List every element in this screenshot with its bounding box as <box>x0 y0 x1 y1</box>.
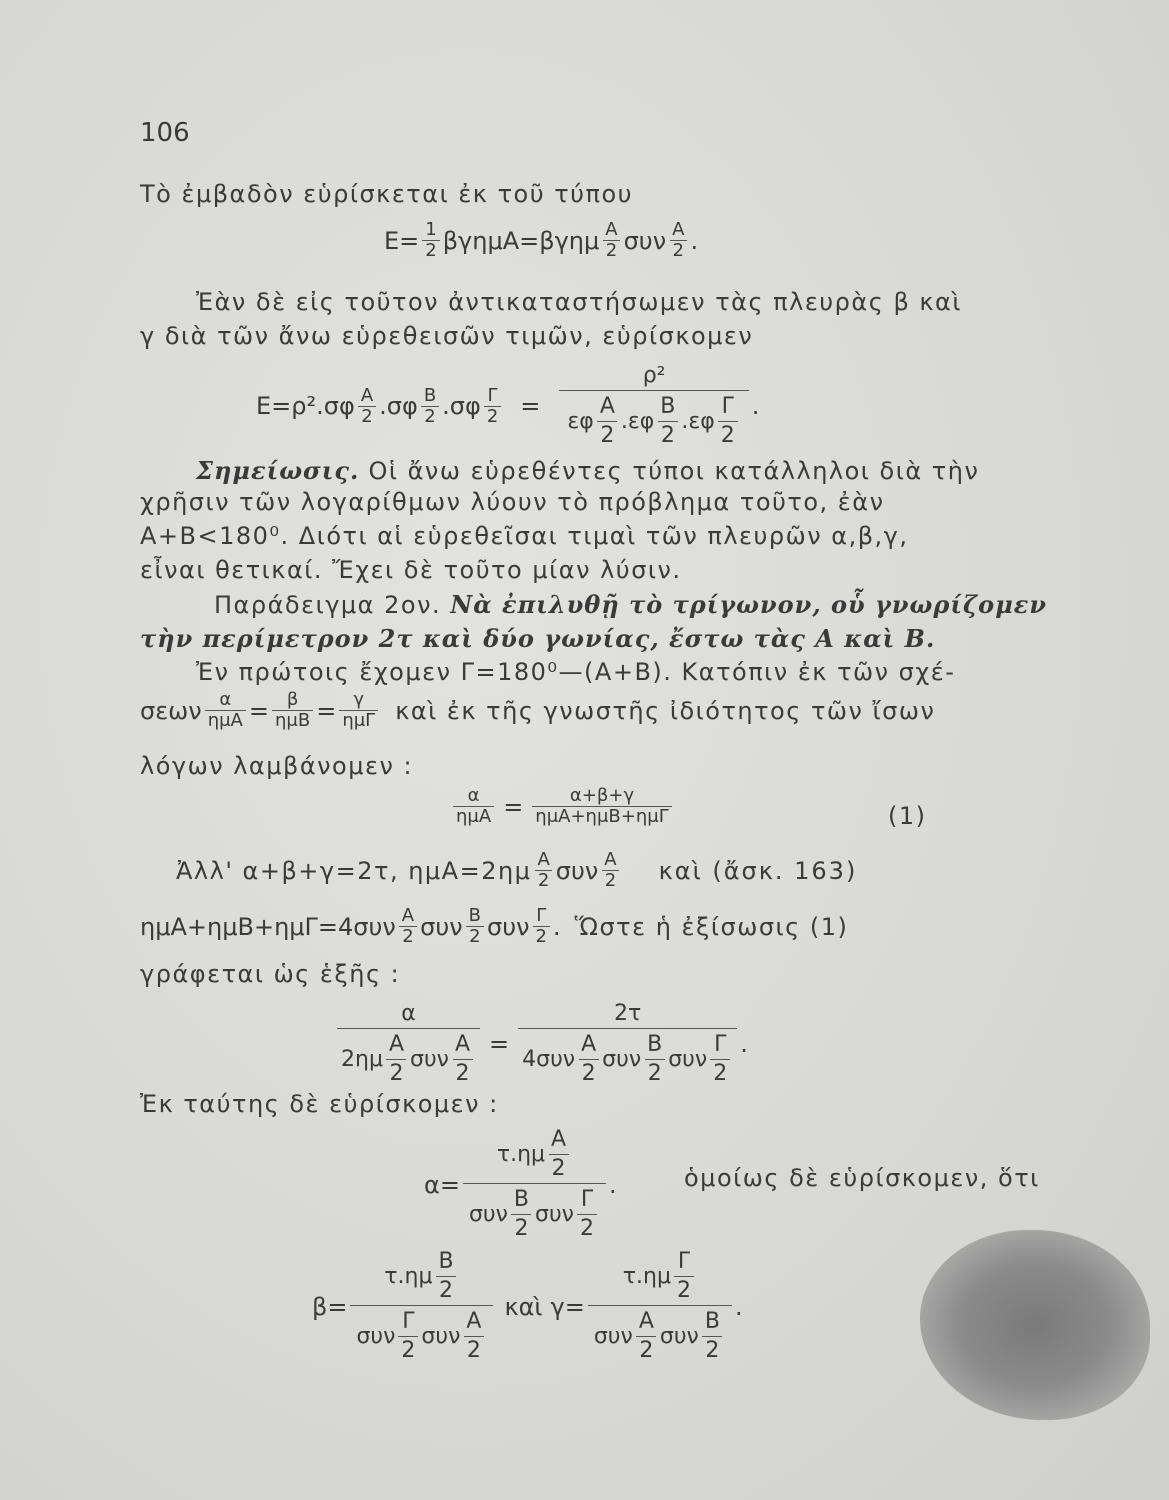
text-line-13: γράφεται ὡς ἑξῆς : <box>140 960 401 988</box>
text-line-12: ημΑ+ημΒ+ημΓ=4συν $\frac{A}{2}$ συν $\frac{B}{2}$ συν $\frac{\Gamma}{2}$ . Ὥστε ἡ ἐξίσωσις (1) <box>140 905 849 947</box>
example-statement-2: τὴν περίμετρον 2τ καὶ δύο γωνίας, ἔστω τὰς Α καὶ Β. <box>140 624 936 653</box>
equation-area-formula: Ε= $\frac{1}{2}$ βγημΑ=βγημ $\frac{A}{2}$ συν $\frac{A}{2}$ . <box>384 219 699 261</box>
text-line-5: χρῆσιν τῶν λογαρίθμων λύουν τὸ πρόβλημα τοῦτο, ἐὰν <box>140 488 885 516</box>
equation-1: $\frac{\alpha}{\text{ημΑ}}$ = $\frac{\alpha+\beta+\gamma}{\text{ημΑ+ημΒ+ημΓ}}$ <box>450 786 675 827</box>
text-line-14: Ἐκ ταύτης δὲ εὑρίσκομεν : <box>140 1090 499 1118</box>
equation-area-rho: Ε=ρ².σφ $\frac{A}{2}$ .σφ $\frac{B}{2}$ .σφ $\frac{\Gamma}{2}$ = ρ² εφ $\frac{A}{2}$ .εφ $\frac{B}{2}$ .εφ $\frac{\Gamma}{2}$ . <box>256 363 760 448</box>
note-text: Οἱ ἄνω εὑρεθέντες τύποι κατάλληλοι διὰ τὴν <box>368 457 980 485</box>
text-line-6: Α+Β<180⁰. Διότι αἱ εὑρεθεῖσαι τιμαὶ τῶν πλευρῶν α,β,γ, <box>140 522 909 550</box>
text-line-7: εἶναι θετικαί. Ἔχει δὲ τοῦτο μίαν λύσιν. <box>140 556 682 584</box>
text-line-15: ὁμοίως δὲ εὑρίσκομεν, ὅτι <box>684 1164 1040 1192</box>
text-line-8: Ἐν πρώτοις ἔχομεν Γ=180⁰—(Α+Β). Κατόπιν ἐκ τῶν σχέ- <box>196 658 956 686</box>
example-title: Παράδειγμα 2ον. <box>214 591 442 619</box>
page-number: 106 <box>140 118 190 148</box>
note-title: Σημείωσις. <box>196 456 360 485</box>
text-line-11: Ἀλλ' α+β+γ=2τ, ημΑ=2ημ $\frac{A}{2}$ συν $\frac{A}{2}$ καὶ (ἄσκ. 163) <box>176 849 858 891</box>
equation-alpha: α= τ.ημ $\frac{A}{2}$ συν $\frac{B}{2}$ συν $\frac{\Gamma}{2}$ . <box>424 1127 617 1241</box>
note-line-1 <box>196 456 979 485</box>
equation-rewritten: α 2ημ $\frac{A}{2}$ συν $\frac{A}{2}$ = 2τ 4συν $\frac{A}{2}$ συν $\frac{B}{2}$ συν $\frac{\Gamma}{2}$ . <box>334 1000 748 1088</box>
example-statement-1: Νὰ ἐπιλυθῇ τὸ τρίγωνον, οὗ γνωρίζομεν <box>450 590 1047 619</box>
equation-beta-gamma: β= τ.ημ $\frac{B}{2}$ συν $\frac{\Gamma}{2}$ συν $\frac{A}{2}$ καὶ γ= τ.ημ $\frac{\Gamma}{2}$ συν $\frac{A}{2}$ συν $\frac{B}{2}$ . <box>312 1249 743 1363</box>
sine-law-line: σεων $\frac{\alpha}{\text{ημΑ}}$ = $\frac{\beta}{\text{ημΒ}}$ = $\frac{\gamma}{\text{ημΓ}}$ καὶ ἐκ τῆς γνωστῆς ἰδιότητος τῶν ἴσων <box>140 689 936 731</box>
text-line-10: λόγων λαμβάνομεν : <box>140 752 414 780</box>
equation-1-label: (1) <box>888 802 927 830</box>
ink-stain <box>920 1230 1150 1420</box>
text-line-2: Ἐὰν δὲ εἰς τοῦτον ἀντικαταστήσωμεν τὰς πλευρὰς β καὶ <box>196 288 962 316</box>
text-line-3: γ διὰ τῶν ἄνω εὑρεθεισῶν τιμῶν, εὑρίσκομεν <box>140 322 754 350</box>
text-line-1: Τὸ ἐμβαδὸν εὑρίσκεται ἐκ τοῦ τύπου <box>140 180 634 208</box>
example-line-1 <box>214 590 1047 619</box>
